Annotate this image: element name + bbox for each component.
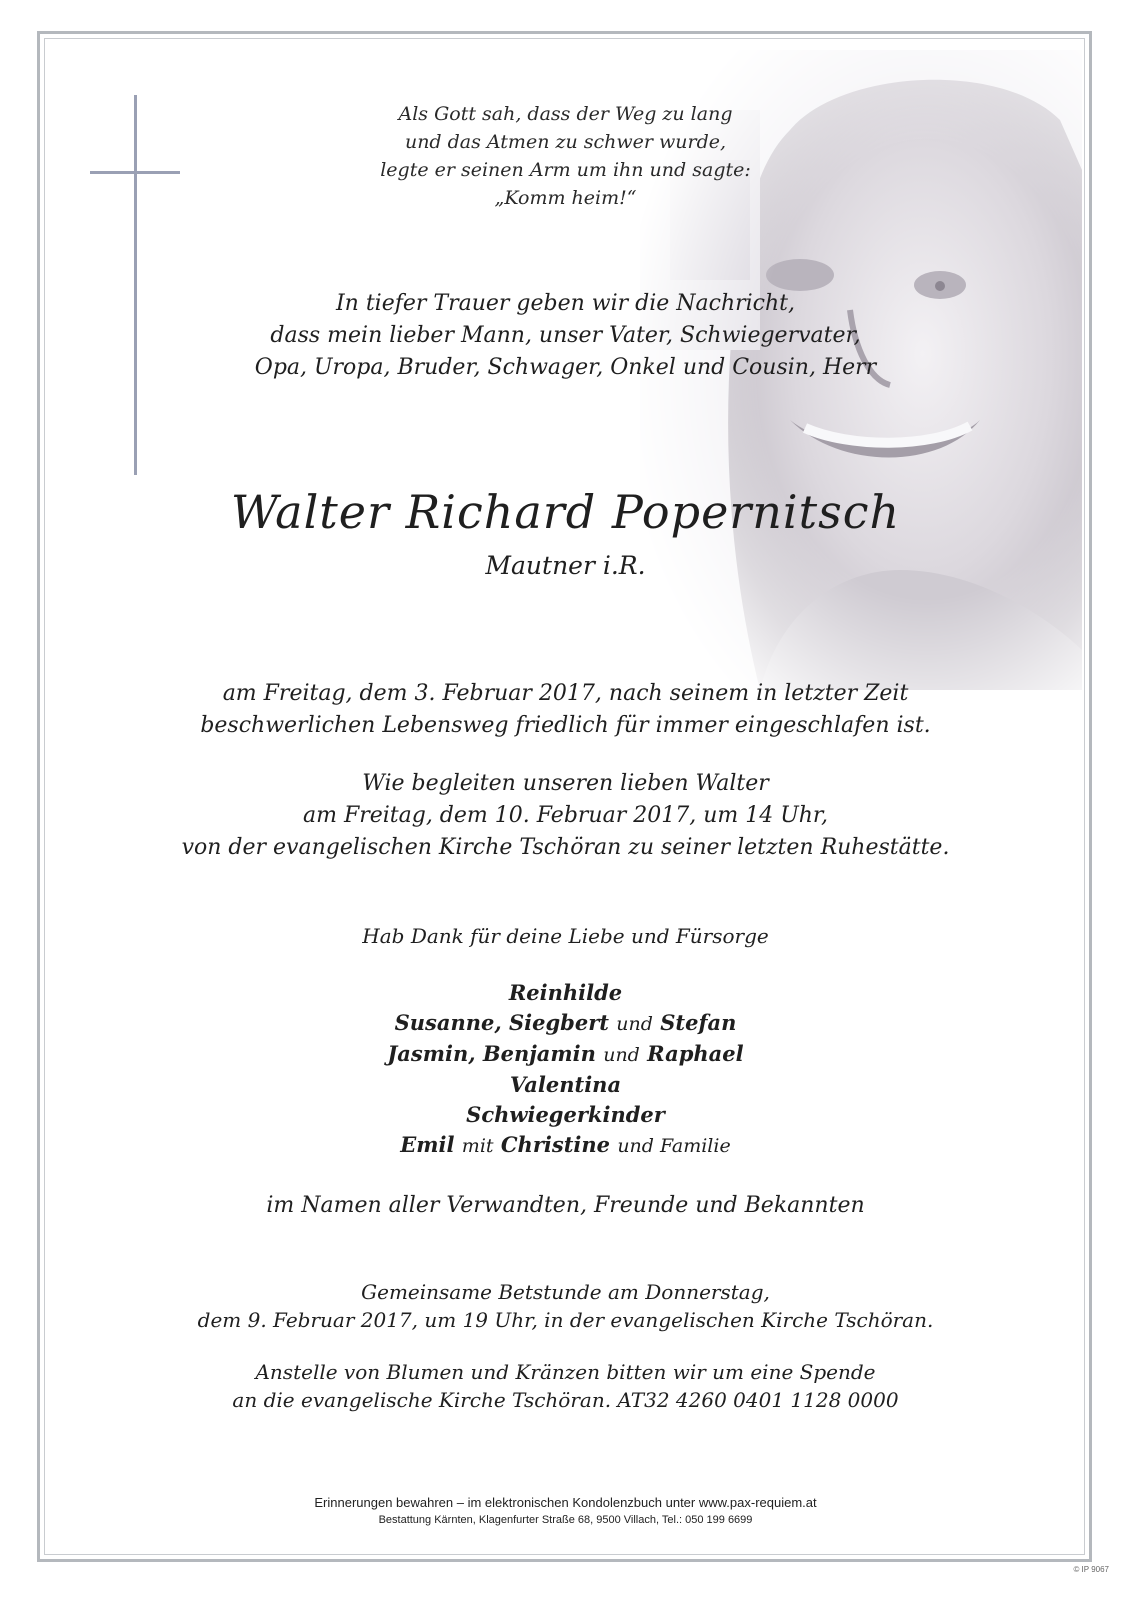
prayer-notice [0, 1278, 1131, 1334]
death-notice [0, 678, 1131, 742]
family-line: Reinhilde [508, 980, 623, 1005]
family-names: Jasmin, Benjamin [387, 1041, 596, 1066]
family-conjunction: und [616, 1013, 653, 1035]
death-line: beschwerlichen Lebensweg friedlich für immer eingeschlafen ist. [200, 713, 931, 738]
family-names: Christine [500, 1132, 610, 1157]
family-line [0, 1008, 1131, 1039]
prayer-line: dem 9. Februar 2017, um 19 Uhr, in der evangelischen Kirche Tschöran. [197, 1308, 934, 1332]
death-line: am Freitag, dem 3. Februar 2017, nach seinem in letzter Zeit [222, 681, 909, 706]
family-names: Susanne, Siegbert [394, 1010, 609, 1035]
family-names: Raphael [647, 1041, 744, 1066]
funeral-line: von der evangelischen Kirche Tschöran zu seiner letzten Ruhestätte. [181, 835, 950, 860]
family-names: Emil [400, 1132, 455, 1157]
family-names: Stefan [660, 1010, 737, 1035]
deceased-name: Walter Richard Popernitsch [230, 485, 901, 539]
family-list [0, 978, 1131, 1161]
funeral-line: am Freitag, dem 10. Februar 2017, um 14 Uhr, [302, 803, 829, 828]
verse-line: „Komm heim!“ [494, 187, 637, 209]
relatives-line: im Namen aller Verwandten, Freunde und Bekannten [266, 1193, 865, 1218]
document-code: © IP 9067 [1073, 1565, 1109, 1574]
verse-line: legte er seinen Arm um ihn und sagte: [380, 159, 751, 181]
family-conjunction: und Familie [617, 1135, 731, 1157]
announcement-line: dass mein lieber Mann, unser Vater, Schwiegervater, [270, 323, 861, 348]
footer-address-line: Bestattung Kärnten, Klagenfurter Straße 68, 9500 Villach, Tel.: 050 199 6699 [378, 1514, 753, 1526]
donation-line: Anstelle von Blumen und Kränzen bitten wir um eine Spende [255, 1360, 876, 1384]
family-line: Valentina [509, 1072, 622, 1097]
thanks-line: Hab Dank für deine Liebe und Fürsorge [362, 924, 769, 948]
footer-condolence-line: Erinnerungen bewahren – im elektronischen Kondolenzbuch unter www.pax-requiem.at [314, 1495, 817, 1510]
verse-line: Als Gott sah, dass der Weg zu lang [398, 103, 733, 125]
family-line [0, 1130, 1131, 1161]
footer [0, 1494, 1131, 1528]
funeral-notice [0, 768, 1131, 864]
verse-line: und das Atmen zu schwer wurde, [404, 131, 727, 153]
prayer-line: Gemeinsame Betstunde am Donnerstag, [361, 1280, 770, 1304]
announcement [0, 288, 1131, 384]
verse [0, 100, 1131, 212]
family-conjunction: mit [461, 1135, 494, 1157]
announcement-line: In tiefer Trauer geben wir die Nachricht, [335, 291, 796, 316]
deceased-title: Mautner i.R. [485, 551, 646, 580]
family-conjunction: und [603, 1044, 640, 1066]
announcement-line: Opa, Uropa, Bruder, Schwager, Onkel und Cousin, Herr [254, 355, 877, 380]
funeral-line: Wie begleiten unseren lieben Walter [362, 771, 769, 796]
donation-line: an die evangelische Kirche Tschöran. AT32 4260 0401 1128 0000 [232, 1388, 899, 1412]
family-line [0, 1039, 1131, 1070]
donation-notice [0, 1358, 1131, 1414]
family-line: Schwiegerkinder [466, 1102, 665, 1127]
